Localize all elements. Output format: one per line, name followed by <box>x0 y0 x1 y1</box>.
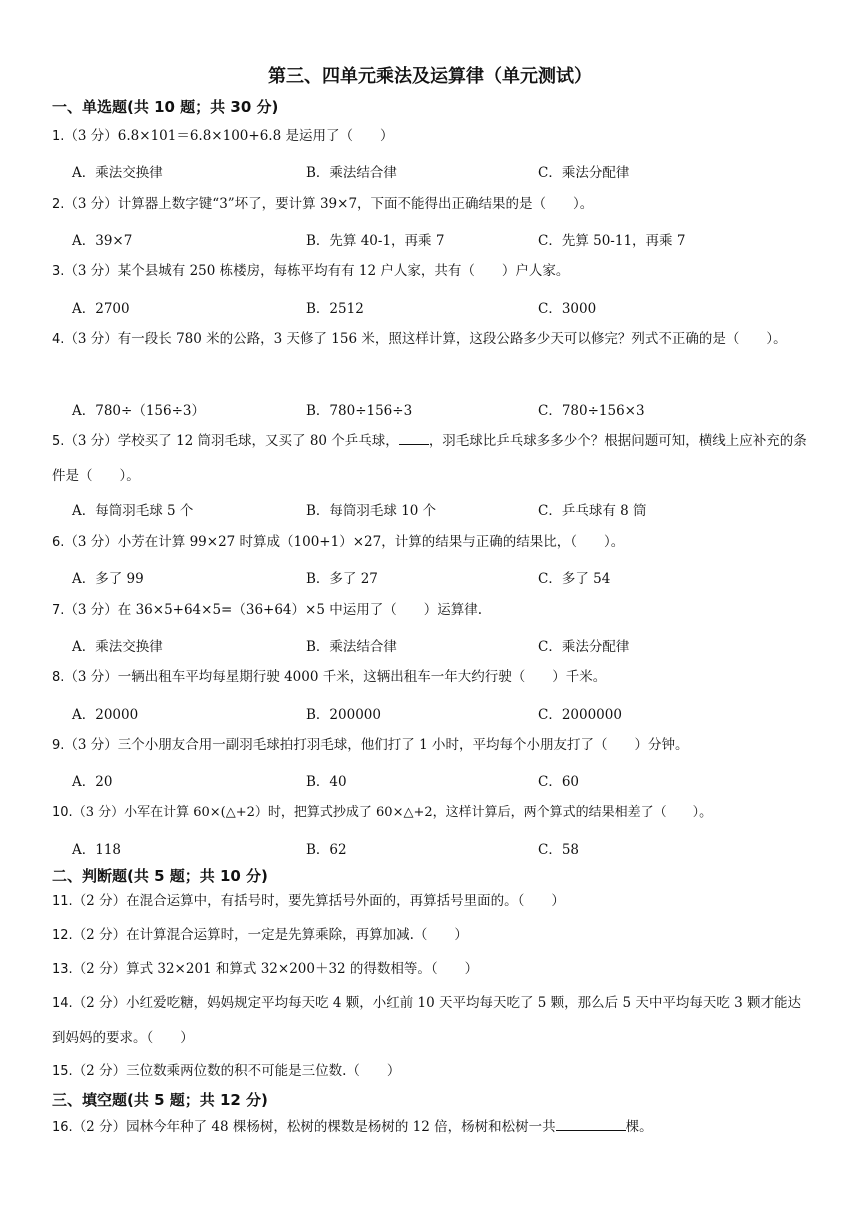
option-c[interactable]: C．先算 50-11，再乘 7 <box>538 233 686 249</box>
options-6 <box>72 567 812 589</box>
option-b[interactable]: B．先算 40-1，再乘 7 <box>306 233 445 249</box>
question-text: （3 分）小芳在计算 99×27 时算成（100+1）×27，计算的结果与正确的结果比，（ ）。 <box>64 534 625 550</box>
options-7 <box>72 635 812 657</box>
question-6 <box>52 525 812 560</box>
option-c[interactable]: C．乘法分配律 <box>538 165 630 181</box>
question-number: 4. <box>52 332 65 347</box>
question-number: 16. <box>52 1120 73 1135</box>
question-11 <box>52 884 812 919</box>
options-4 <box>72 399 812 421</box>
question-4 <box>52 322 812 357</box>
question-number: 7. <box>52 603 65 618</box>
question-number: 11. <box>52 894 73 909</box>
question-text: （2 分）算式 32×201 和算式 32×200＋32 的得数相等。（ ） <box>72 961 479 977</box>
option-c[interactable]: C．乒乓球有 8 筒 <box>538 503 647 519</box>
options-2 <box>72 229 812 251</box>
option-c[interactable]: C．58 <box>538 842 580 858</box>
option-b[interactable]: B．2512 <box>306 301 364 317</box>
option-b[interactable]: B．200000 <box>306 707 381 723</box>
options-10 <box>72 838 812 860</box>
answer-blank[interactable] <box>399 430 429 445</box>
question-number: 1. <box>52 129 65 144</box>
question-9 <box>52 728 812 763</box>
options-8 <box>72 703 812 725</box>
question-number: 3. <box>52 264 65 279</box>
question-number: 12. <box>52 928 73 943</box>
question-16 <box>52 1110 812 1145</box>
question-number: 8. <box>52 670 65 685</box>
question-1 <box>52 119 812 154</box>
option-a[interactable]: A．每筒羽毛球 5 个 <box>72 503 194 519</box>
option-c[interactable]: C．乘法分配律 <box>538 639 630 655</box>
question-10 <box>52 796 822 830</box>
section-heading-single-choice: 一、单选题(共 10 题；共 30 分) <box>52 98 279 116</box>
option-a[interactable]: A．乘法交换律 <box>72 165 163 181</box>
question-text: （3 分）一辆出租车平均每星期行驶 4000 千米，这辆出租车一年大约行驶（ ）千米。 <box>64 669 607 685</box>
question-number: 5. <box>52 434 65 449</box>
question-number: 13. <box>52 962 73 977</box>
option-b[interactable]: B．乘法结合律 <box>306 165 397 181</box>
option-a[interactable]: A．20 <box>72 774 113 790</box>
question-number: 15. <box>52 1064 73 1079</box>
options-1 <box>72 161 812 183</box>
section-heading-fill-in: 三、填空题(共 5 题；共 12 分) <box>52 1091 268 1109</box>
question-text: （3 分）小军在计算 60×(△+2）时，把算式抄成了 60×△+2，这样计算后，两个算式的结果相差了（ ）。 <box>72 805 713 820</box>
question-text: （2 分）在计算混合运算时，一定是先算乘除，再算加减.（ ） <box>72 927 468 943</box>
question-8 <box>52 660 812 695</box>
option-b[interactable]: B．40 <box>306 774 347 790</box>
question-text-after: ，羽毛球比乒乓球多多少个？根据问题可知，横线上应补充的条件是（ ）。 <box>52 433 807 484</box>
question-text: （3 分）在 36×5+64×5=（36+64）×5 中运用了（ ）运算律. <box>64 602 483 618</box>
question-text-before: （3 分）学校买了 12 筒羽毛球，又买了 80 个乒乓球， <box>64 433 399 449</box>
option-b[interactable]: B．乘法结合律 <box>306 639 397 655</box>
options-3 <box>72 297 812 319</box>
question-text: （3 分）某个县城有 250 栋楼房，每栋平均有有 12 户人家，共有（ ）户人家。 <box>64 263 570 279</box>
option-c[interactable]: C．780÷156×3 <box>538 403 645 419</box>
question-text-after: 棵。 <box>625 1119 653 1135</box>
question-number: 10. <box>52 805 73 820</box>
options-5 <box>72 499 812 521</box>
section-heading-true-false: 二、判断题(共 5 题；共 10 分) <box>52 867 268 885</box>
question-15 <box>52 1054 812 1089</box>
question-12 <box>52 918 812 953</box>
option-b[interactable]: B．62 <box>306 842 347 858</box>
question-text: （3 分）三个小朋友合用一副羽毛球拍打羽毛球，他们打了 1 小时，平均每个小朋友打了（ ）分钟。 <box>64 737 689 753</box>
question-text: （3 分）计算器上数字键“3”坏了，要计算 39×7，下面不能得出正确结果的是（ ）。 <box>64 196 594 212</box>
question-number: 2. <box>52 197 65 212</box>
question-3 <box>52 254 812 289</box>
option-a[interactable]: A．乘法交换律 <box>72 639 163 655</box>
options-9 <box>72 770 812 792</box>
option-a[interactable]: A．多了 99 <box>72 571 144 587</box>
option-a[interactable]: A．2700 <box>72 301 130 317</box>
option-c[interactable]: C．多了 54 <box>538 571 611 587</box>
question-text: （3 分）有一段长 780 米的公路，3 天修了 156 米，照这样计算，这段公路多少天可以修完？列式不正确的是（ ）。 <box>64 331 787 347</box>
question-text-before: （2 分）园林今年种了 48 棵杨树，松树的棵数是杨树的 12 倍，杨树和松树一共 <box>72 1119 556 1135</box>
question-2 <box>52 187 812 222</box>
question-number: 9. <box>52 738 65 753</box>
question-7 <box>52 593 812 628</box>
question-5 <box>52 424 812 493</box>
option-c[interactable]: C．3000 <box>538 301 597 317</box>
question-number: 14. <box>52 996 73 1011</box>
option-b[interactable]: B．780÷156÷3 <box>306 403 413 419</box>
option-c[interactable]: C．2000000 <box>538 707 622 723</box>
question-number: 6. <box>52 535 65 550</box>
option-a[interactable]: A．780÷（156÷3） <box>72 403 205 419</box>
question-text: （3 分）6.8×101＝6.8×100+6.8 是运用了（ ） <box>64 128 394 144</box>
page-title: 第三、四单元乘法及运算律（单元测试） <box>268 66 592 87</box>
option-b[interactable]: B．多了 27 <box>306 571 378 587</box>
question-text: （2 分）在混合运算中，有括号时，要先算括号外面的，再算括号里面的。（ ） <box>72 893 565 909</box>
question-13 <box>52 952 812 987</box>
option-a[interactable]: A．118 <box>72 842 122 858</box>
question-text: （2 分）三位数乘两位数的积不可能是三位数.（ ） <box>72 1063 401 1079</box>
option-a[interactable]: A．39×7 <box>72 233 133 249</box>
option-a[interactable]: A．20000 <box>72 707 139 723</box>
question-text: （2 分）小红爱吃糖，妈妈规定平均每天吃 4 颗，小红前 10 天平均每天吃了 5 颗，那么后 5 天中平均每天吃 3 颗才能达到妈妈的要求。（ ） <box>52 995 802 1046</box>
question-14 <box>52 986 812 1055</box>
option-b[interactable]: B．每筒羽毛球 10 个 <box>306 503 437 519</box>
answer-blank[interactable] <box>556 1116 626 1131</box>
option-c[interactable]: C．60 <box>538 774 580 790</box>
